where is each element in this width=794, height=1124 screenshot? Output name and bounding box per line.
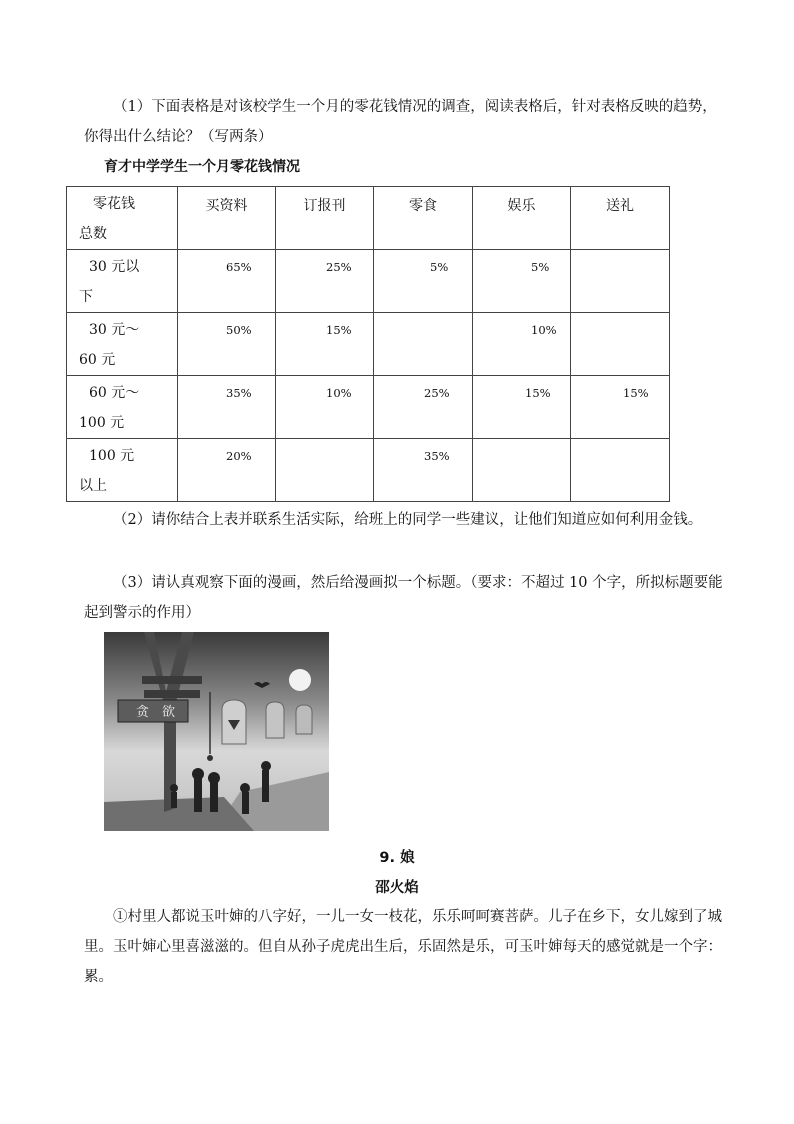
column-header: 买资料 [178, 187, 276, 250]
row-label-line-2: 以上 [79, 478, 107, 494]
table-cell: 35% [178, 376, 276, 439]
sign-left-char: 贪 [136, 705, 150, 720]
tombstone [296, 705, 312, 734]
table-cell: 15% [276, 313, 374, 376]
greed-sign [118, 700, 188, 722]
column-header: 订报刊 [276, 187, 374, 250]
row-label [67, 313, 178, 376]
survey-table [66, 186, 670, 502]
row-label-line-2: 下 [79, 289, 93, 305]
question-2: （2）请你结合上表并联系生活实际，给班上的同学一些建议，让他们知道应如何利用金钱。 [113, 512, 703, 528]
column-header: 零食 [374, 187, 473, 250]
row-label-line-2: 60 元 [79, 352, 116, 368]
sun-icon [289, 669, 311, 691]
column-header: 娱乐 [473, 187, 571, 250]
column-header: 送礼 [571, 187, 670, 250]
table-cell: 5% [473, 250, 571, 313]
table-cell: 50% [178, 313, 276, 376]
story-paragraph-1: ①村里人都说玉叶婶的八字好，一儿一女一枝花，乐乐呵呵赛菩萨。儿子在乡下，女儿嫁到了城里。玉叶婶心里喜滋滋的。但自从孙子虎虎出生后，乐固然是乐，可玉叶婶每天的感觉就是一个字：累。 [84, 909, 722, 985]
cartoon-image [104, 632, 329, 831]
row-label-line-1: 60 元～ [89, 385, 140, 401]
table-cell: 20% [178, 439, 276, 502]
table-cell [473, 439, 571, 502]
table-cell [571, 313, 670, 376]
table-cell: 25% [276, 250, 374, 313]
row-label [67, 250, 178, 313]
tombstone [266, 702, 284, 738]
row-label-line-2: 100 元 [79, 415, 125, 431]
header-line-1: 零花钱 [93, 196, 135, 212]
table-cell [276, 439, 374, 502]
table-row [67, 313, 670, 376]
question-3: （3）请认真观察下面的漫画，然后给漫画拟一个标题。（要求：不超过 10 个字，所拟标题要能起到警示的作用） [84, 575, 723, 621]
table-cell: 10% [276, 376, 374, 439]
table-cell: 5% [374, 250, 473, 313]
table-cell: 65% [178, 250, 276, 313]
row-label-line-1: 30 元以 [89, 259, 140, 275]
table-cell [571, 439, 670, 502]
story-author: 邵火焰 [375, 880, 419, 896]
table-header-corner [67, 187, 178, 250]
row-label [67, 376, 178, 439]
question-1: （1）下面表格是对该校学生一个月的零花钱情况的调查，阅读表格后，针对表格反映的趋势，你得出什么结论？（写两条） [84, 99, 717, 145]
table-row [67, 376, 670, 439]
story-title: 9. 娘 [379, 850, 415, 866]
table-cell [374, 313, 473, 376]
row-label [67, 439, 178, 502]
table-cell: 15% [571, 376, 670, 439]
row-label-line-1: 100 元 [89, 448, 135, 464]
row-label-line-1: 30 元～ [89, 322, 140, 338]
table-row [67, 250, 670, 313]
table-title: 育才中学学生一个月零花钱情况 [104, 159, 300, 175]
table-cell: 35% [374, 439, 473, 502]
header-line-2: 总数 [79, 226, 107, 242]
sign-right-char: 欲 [162, 705, 176, 720]
table-cell: 15% [473, 376, 571, 439]
table-cell: 25% [374, 376, 473, 439]
table-cell: 10% [473, 313, 571, 376]
table-cell [571, 250, 670, 313]
table-row [67, 439, 670, 502]
